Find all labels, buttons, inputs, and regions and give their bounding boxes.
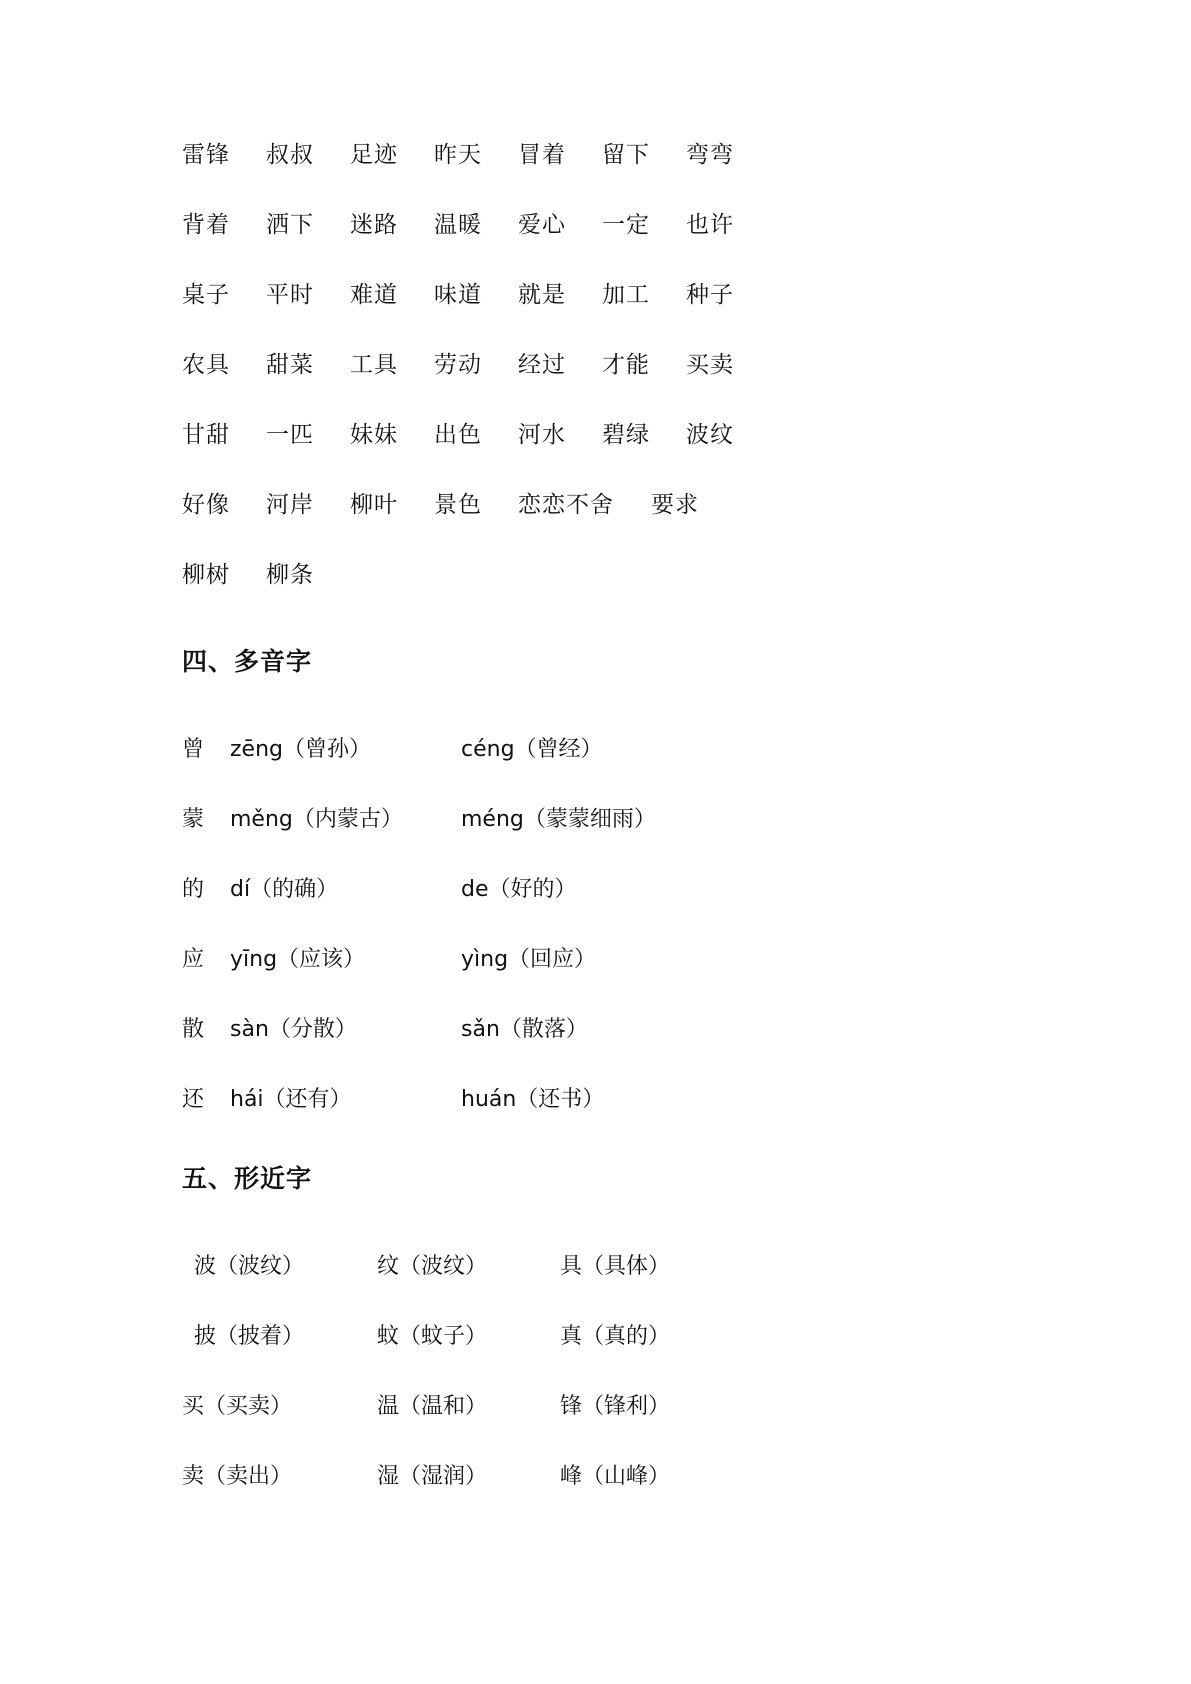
polyphone-reading-2: huán（还书） — [461, 1087, 605, 1112]
polyphone-reading-1: zēng（曾孙） — [230, 737, 371, 762]
similar-entry: 湿（湿润） — [377, 1464, 488, 1489]
similar-entry: 纹（波纹） — [377, 1254, 488, 1279]
polyphone-reading-2: yìng（回应） — [461, 947, 597, 972]
similar-entry: 卖（卖出） — [182, 1464, 293, 1489]
polyphone-char: 应 — [182, 947, 205, 972]
similar-entry: 温（温和） — [377, 1394, 488, 1419]
vocab-word: 甜菜 — [266, 352, 314, 378]
similar-entry: 具（具体） — [560, 1254, 671, 1279]
polyphone-reading-1: sàn（分散） — [230, 1017, 357, 1042]
vocab-word: 妹妹 — [350, 422, 398, 448]
vocab-word: 一定 — [602, 212, 650, 238]
polyphone-reading-1: yīng（应该） — [230, 947, 366, 972]
vocab-word: 农具 — [182, 352, 230, 378]
vocab-word: 难道 — [350, 282, 398, 308]
vocab-word: 经过 — [518, 352, 566, 378]
vocab-word: 温暖 — [434, 212, 482, 238]
vocab-word: 爱心 — [518, 212, 566, 238]
similar-entry: 真（真的） — [560, 1324, 671, 1349]
polyphone-reading-1: měng（内蒙古） — [230, 807, 403, 832]
polyphone-reading-2: méng（蒙蒙细雨） — [461, 807, 656, 832]
vocab-word: 河水 — [518, 422, 566, 448]
section-heading-polyphones: 四、多音字 — [182, 647, 313, 676]
polyphone-reading-2: de（好的） — [461, 877, 577, 902]
vocab-word: 波纹 — [686, 422, 734, 448]
vocab-word: 洒下 — [266, 212, 314, 238]
polyphone-reading-1: hái（还有） — [230, 1087, 352, 1112]
vocab-word: 要求 — [651, 492, 699, 518]
similar-entry: 蚊（蚊子） — [377, 1324, 488, 1349]
section-heading-similar-characters: 五、形近字 — [182, 1164, 313, 1193]
similar-entry: 波（波纹） — [194, 1254, 305, 1279]
polyphone-char: 蒙 — [182, 807, 205, 832]
vocab-word: 景色 — [434, 492, 482, 518]
vocab-word: 劳动 — [434, 352, 482, 378]
similar-entry: 峰（山峰） — [560, 1464, 671, 1489]
polyphone-char: 散 — [182, 1017, 205, 1042]
polyphone-char: 还 — [182, 1087, 205, 1112]
polyphone-char: 曾 — [182, 737, 205, 762]
similar-entry: 锋（锋利） — [560, 1394, 671, 1419]
polyphone-reading-1: dí（的确） — [230, 877, 339, 902]
vocab-word: 出色 — [434, 422, 482, 448]
vocab-word: 才能 — [602, 352, 650, 378]
vocab-word: 好像 — [182, 492, 230, 518]
vocab-word: 柳树 — [182, 562, 230, 588]
vocab-word: 桌子 — [182, 282, 230, 308]
vocab-word: 叔叔 — [266, 142, 314, 168]
vocab-word: 工具 — [350, 352, 398, 378]
similar-entry: 买（买卖） — [182, 1394, 293, 1419]
vocab-word: 平时 — [266, 282, 314, 308]
vocab-word: 留下 — [602, 142, 650, 168]
similar-entry: 披（披着） — [194, 1324, 305, 1349]
vocab-word: 昨天 — [434, 142, 482, 168]
vocab-word: 就是 — [518, 282, 566, 308]
polyphone-char: 的 — [182, 877, 205, 902]
vocab-word: 碧绿 — [602, 422, 650, 448]
polyphone-reading-2: sǎn（散落） — [461, 1017, 588, 1042]
vocab-word: 迷路 — [350, 212, 398, 238]
vocab-word: 冒着 — [518, 142, 566, 168]
vocab-word: 足迹 — [350, 142, 398, 168]
vocab-word: 柳叶 — [350, 492, 398, 518]
vocab-word: 河岸 — [266, 492, 314, 518]
vocab-word: 买卖 — [686, 352, 734, 378]
vocab-word: 雷锋 — [182, 142, 230, 168]
vocab-word: 种子 — [686, 282, 734, 308]
vocab-word: 加工 — [602, 282, 650, 308]
vocab-word: 味道 — [434, 282, 482, 308]
vocab-word: 恋恋不舍 — [518, 492, 614, 518]
vocab-word: 弯弯 — [686, 142, 734, 168]
vocab-word: 甘甜 — [182, 422, 230, 448]
vocab-word: 背着 — [182, 212, 230, 238]
vocab-word: 柳条 — [266, 562, 314, 588]
vocab-word: 一匹 — [266, 422, 314, 448]
polyphone-reading-2: céng（曾经） — [461, 737, 603, 762]
vocab-word: 也许 — [686, 212, 734, 238]
